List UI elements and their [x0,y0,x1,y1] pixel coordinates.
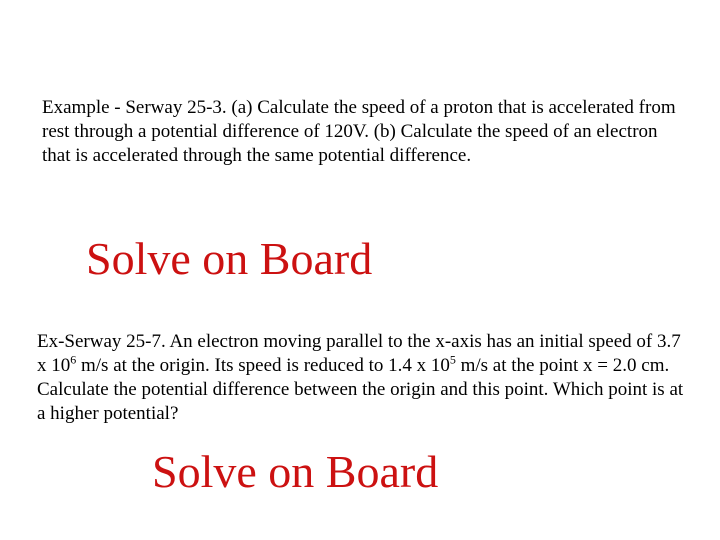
exponent-6: 6 [70,352,77,367]
solve-on-board-heading-1: Solve on Board [86,233,373,284]
example-serway-25-7-text [37,330,687,426]
solve-on-board-heading-2: Solve on Board [152,446,439,497]
example-25-7-part2: m/s at the origin. Its speed is reduced to 1.4 x 10 [76,355,450,376]
example-25-7-part3: m/s at the point x = 2.0 cm. Calculate the potential difference between the origin and this point. Which point is at a higher potential? [37,355,684,424]
example-25-7-part1: Ex-Serway 25-7. An electron moving parallel to the x-axis has an initial speed of 3.7 x 10 [37,331,681,376]
exponent-5: 5 [449,352,456,367]
example-serway-25-3-text: Example - Serway 25-3. (a) Calculate the speed of a proton that is accelerated from rest through a potential difference of 120V. (b) Calculate the speed of an electron that is accelerated through the same potential difference. [42,97,676,166]
